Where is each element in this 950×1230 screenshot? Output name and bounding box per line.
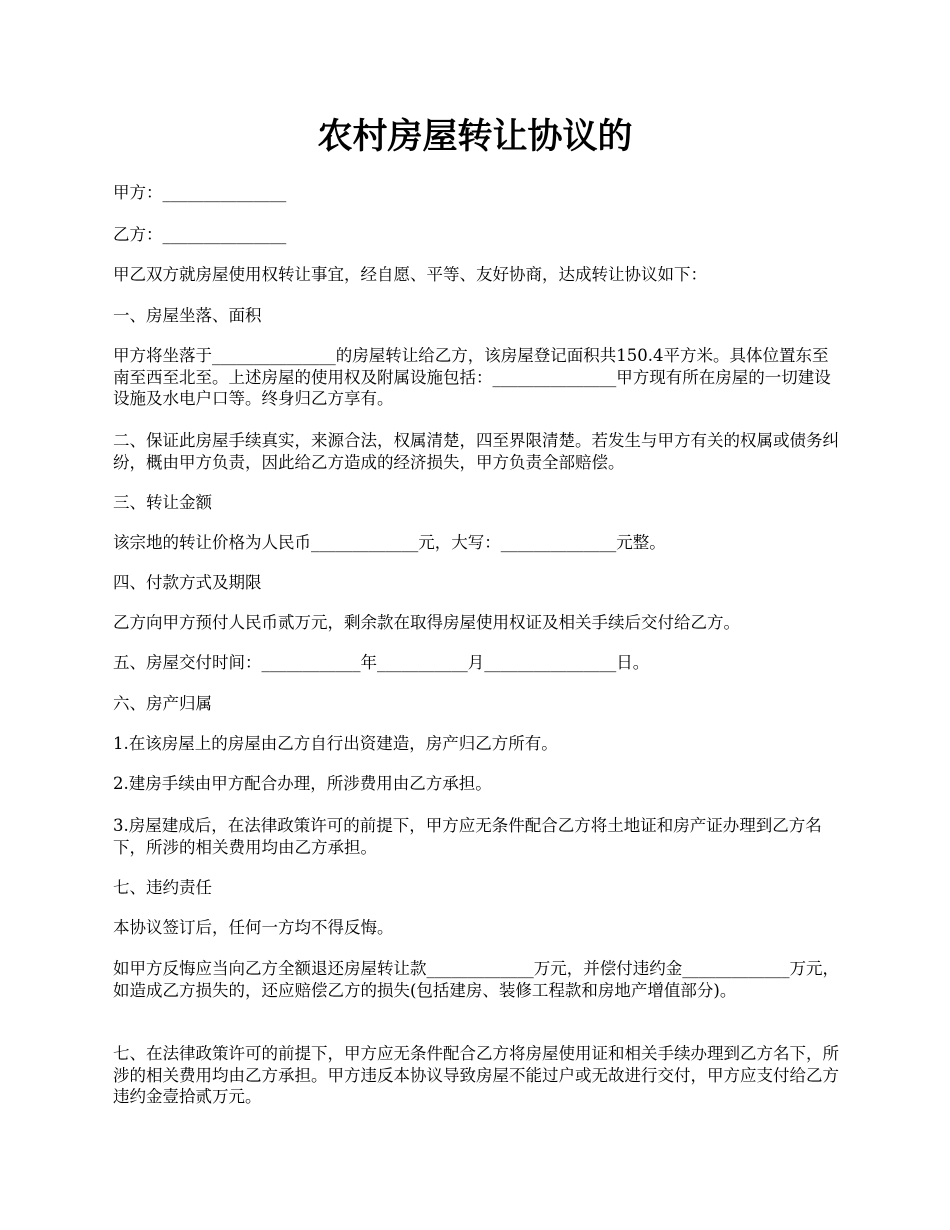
party-b-line: 乙方：_______________	[113, 225, 287, 244]
payment-paragraph: 乙方向甲方预付人民币贰万元，剩余款在取得房屋使用权证及相关手续后交付给乙方。	[113, 613, 740, 632]
section-heading-liability: 七、违约责任	[113, 878, 212, 897]
delivery-time-line: 五、房屋交付时间：____________年___________月________________日。	[113, 653, 650, 672]
party-a-line: 甲方：_______________	[113, 183, 287, 202]
intro-paragraph: 甲乙双方就房屋使用权转让事宜，经自愿、平等、友好协商，达成转让协议如下：	[113, 265, 707, 284]
refund-paragraph: 如甲方反悔应当向乙方全额退还房屋转让款_____________万元，并偿付违约金_____________万元，如造成乙方损失的，还应赔偿乙方的损失(包括建房、装修工程款和房地产增值部分)。	[113, 959, 839, 1000]
transfer-paragraph: 七、在法律政策许可的前提下，甲方应无条件配合乙方将房屋使用证和相关手续办理到乙方名下，所涉的相关费用均由乙方承担。甲方违反本协议导致房屋不能过户或无故进行交付，甲方应支付给乙方违约金壹拾贰万元。	[113, 1044, 839, 1106]
section-heading-payment: 四、付款方式及期限	[113, 573, 262, 592]
ownership-item-1: 1.在该房屋上的房屋由乙方自行出资建造，房产归乙方所有。	[113, 734, 558, 753]
section-heading-amount: 三、转让金额	[113, 493, 212, 512]
section-heading-ownership: 六、房产归属	[113, 694, 212, 713]
liability-line: 本协议签订后，任何一方均不得反悔。	[113, 918, 394, 937]
amount-paragraph: 该宗地的转让价格为人民币_____________元，大写：______________元整。	[113, 533, 666, 552]
section-heading-location: 一、房屋坐落、面积	[113, 306, 262, 325]
guarantee-paragraph: 二、保证此房屋手续真实，来源合法，权属清楚，四至界限清楚。若发生与甲方有关的权属或债务纠纷，概由甲方负责，因此给乙方造成的经济损失，甲方负责全部赔偿。	[113, 431, 839, 472]
document-title: 农村房屋转让协议的	[317, 117, 633, 157]
ownership-item-2: 2.建房手续由甲方配合办理，所涉费用由乙方承担。	[113, 774, 492, 793]
location-paragraph: 甲方将坐落于_______________的房屋转让给乙方，该房屋登记面积共150.4平方米。具体位置东至南至西至北至。上述房屋的使用权及附属设施包括：_______________甲方现有所在房屋的一切建设设施及水电户口等。终身归乙方享有。	[113, 346, 831, 408]
ownership-item-3: 3.房屋建成后，在法律政策许可的前提下，甲方应无条件配合乙方将土地证和房产证办理到乙方名下，所涉的相关费用均由乙方承担。	[113, 816, 822, 857]
